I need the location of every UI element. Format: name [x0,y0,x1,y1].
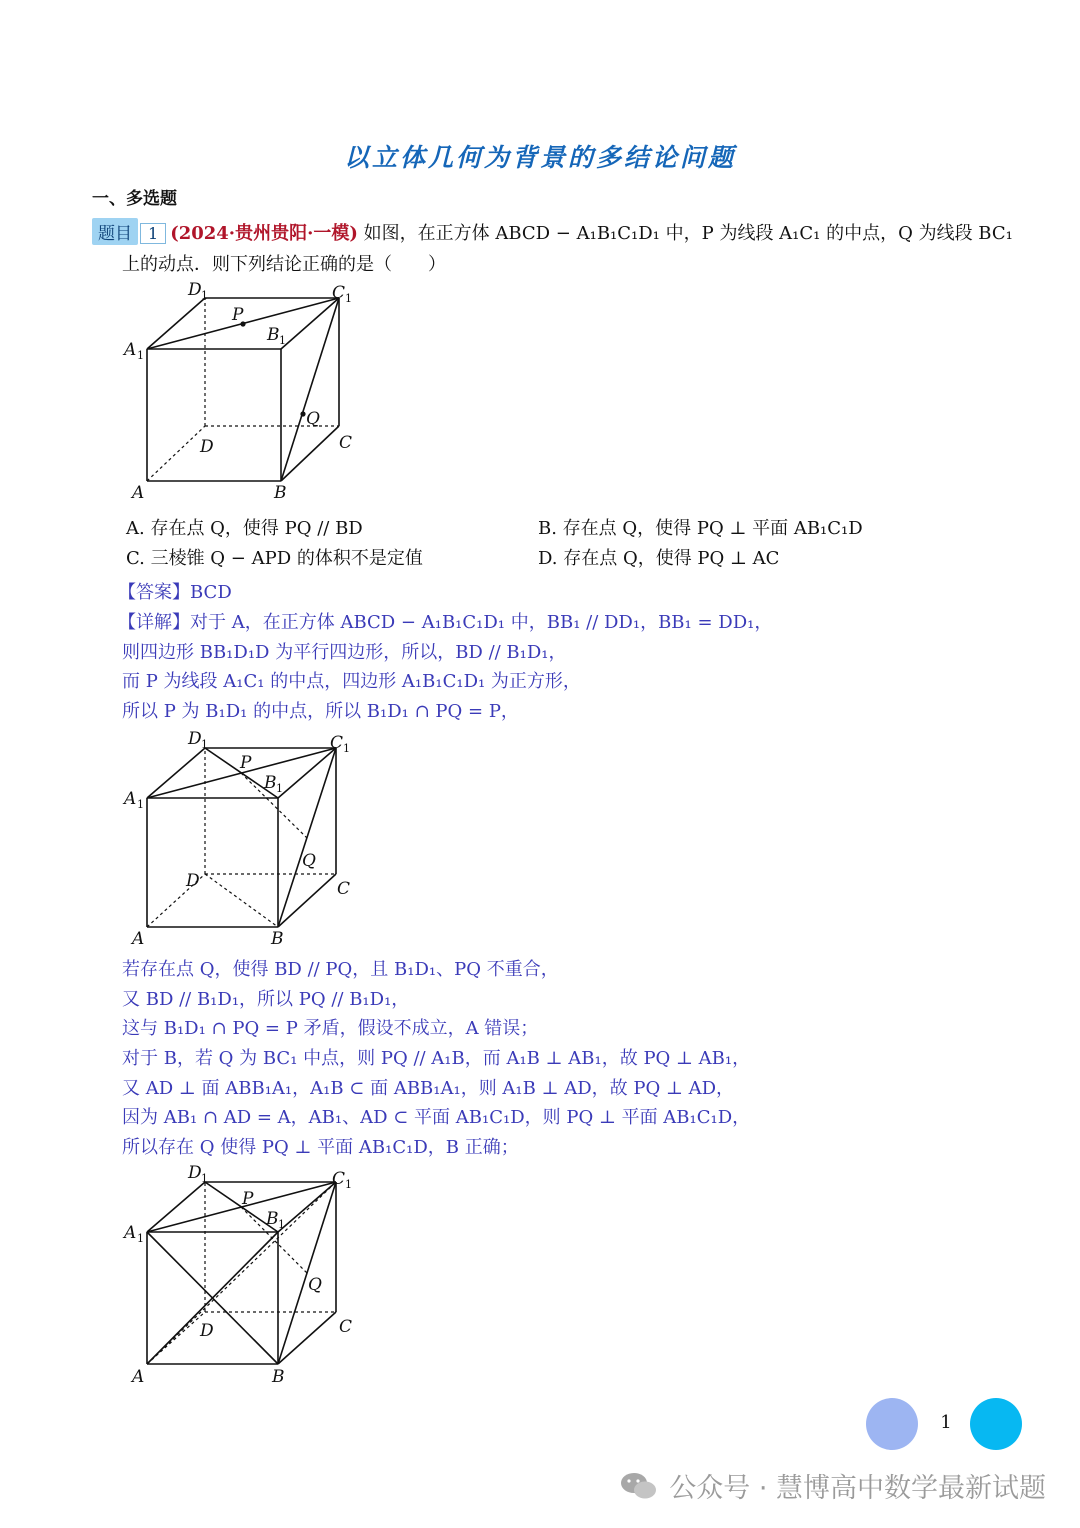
label-Q: Q [306,409,320,429]
svg-text:1: 1 [345,292,352,305]
label-B: B [272,1367,285,1387]
page-indicator [866,1398,1026,1452]
label-Q: Q [308,1275,322,1295]
question-number: 1 [140,223,166,244]
label-P: P [242,1189,254,1209]
option-c[interactable]: C. 三棱锥 Q − APD 的体积不是定值 [126,548,423,569]
label-P: P [232,305,244,325]
question-header [92,218,1013,245]
label-Q: Q [302,851,316,871]
label-D1: D [188,1163,202,1183]
question-badge: 题目 [92,218,138,245]
cube-figure-3 [120,1162,380,1392]
solution-line: 则四边形 BB₁D₁D 为平行四边形，所以，BD // B₁D₁， [122,642,567,663]
page-number: 1 [940,1412,952,1433]
svg-text:1: 1 [279,334,286,347]
cube-figure-1 [120,278,380,508]
watermark [619,1466,1046,1505]
option-d[interactable]: D. 存在点 Q，使得 PQ ⊥ AC [538,548,780,569]
cube-figure-2 [120,726,380,956]
label-D: D [186,871,200,891]
label-A1: A [124,1223,137,1243]
answer: 【答案】BCD [118,582,232,603]
page-dot-right [970,1398,1022,1450]
label-P: P [240,753,252,773]
label-B1: B [266,1209,279,1229]
question-source: (2024·贵州贵阳·一模) [170,223,358,244]
page-title: 以立体几何为背景的多结论问题 [343,143,736,172]
label-D: D [200,1321,214,1341]
solution-line: 所以 P 为 B₁D₁ 的中点，所以 B₁D₁ ∩ PQ = P， [122,701,519,722]
solution-line: 若存在点 Q，使得 BD // PQ，且 B₁D₁、PQ 不重合， [122,959,559,980]
solution-line: 【详解】对于 A，在正方体 ABCD − A₁B₁C₁D₁ 中，BB₁ // DD₁，BB₁ = DD₁， [118,612,773,633]
svg-text:1: 1 [137,349,144,362]
svg-text:1: 1 [343,742,350,755]
section-heading: 一、多选题 [92,189,177,209]
label-C: C [337,879,351,899]
solution-line: 所以存在 Q 使得 PQ ⊥ 平面 AB₁C₁D，B 正确； [122,1137,519,1158]
label-C1: C [332,1169,346,1189]
label-A1: A [124,340,137,360]
svg-text:1: 1 [276,782,283,795]
label-C1: C [330,733,344,753]
label-C: C [339,433,353,453]
solution-line: 对于 B，若 Q 为 BC₁ 中点，则 PQ // A₁B，而 A₁B ⊥ AB₁，故 PQ ⊥ AB₁， [122,1048,751,1069]
solution-line: 因为 AB₁ ∩ AD = A，AB₁、AD ⊂ 平面 AB₁C₁D，则 PQ ⊥ 平面 AB₁C₁D， [122,1107,751,1128]
label-B1: B [267,325,280,345]
question-text-line2: 上的动点．则下列结论正确的是（ ） [122,254,446,275]
page-dot-left [866,1398,918,1450]
label-D1: D [188,729,202,749]
label-D1: D [188,280,202,300]
svg-text:1: 1 [137,798,144,811]
watermark-text: 公众号 · 慧博高中数学最新试题 [669,1473,1046,1504]
label-B: B [271,929,284,949]
label-A1: A [124,789,137,809]
question-text-line1: 如图，在正方体 ABCD − A₁B₁C₁D₁ 中，P 为线段 A₁C₁ 的中点，Q 为线段 BC₁ [363,223,1013,244]
svg-text:1: 1 [278,1218,285,1231]
svg-text:1: 1 [201,289,208,302]
label-B1: B [264,773,277,793]
svg-text:1: 1 [137,1232,144,1245]
option-b[interactable]: B. 存在点 Q，使得 PQ ⊥ 平面 AB₁C₁D [538,518,863,539]
svg-text:1: 1 [345,1178,352,1191]
option-a[interactable]: A. 存在点 Q，使得 PQ // BD [126,518,363,539]
label-D: D [200,437,214,457]
solution-line: 而 P 为线段 A₁C₁ 的中点，四边形 A₁B₁C₁D₁ 为正方形， [122,671,581,692]
label-C1: C [332,283,346,303]
label-A: A [132,929,145,949]
label-B: B [274,483,287,503]
solution-line: 又 BD // B₁D₁，所以 PQ // B₁D₁， [122,989,410,1010]
solution-line: 这与 B₁D₁ ∩ PQ = P 矛盾，假设不成立，A 错误； [122,1018,539,1039]
solution-line: 又 AD ⊥ 面 ABB₁A₁，A₁B ⊂ 面 ABB₁A₁，则 A₁B ⊥ AD，故 PQ ⊥ AD， [122,1078,735,1099]
label-A: A [132,483,145,503]
label-A: A [132,1367,145,1387]
svg-text:1: 1 [201,1172,208,1185]
label-C: C [339,1317,353,1337]
svg-text:1: 1 [201,738,208,751]
wechat-icon [619,1470,659,1502]
